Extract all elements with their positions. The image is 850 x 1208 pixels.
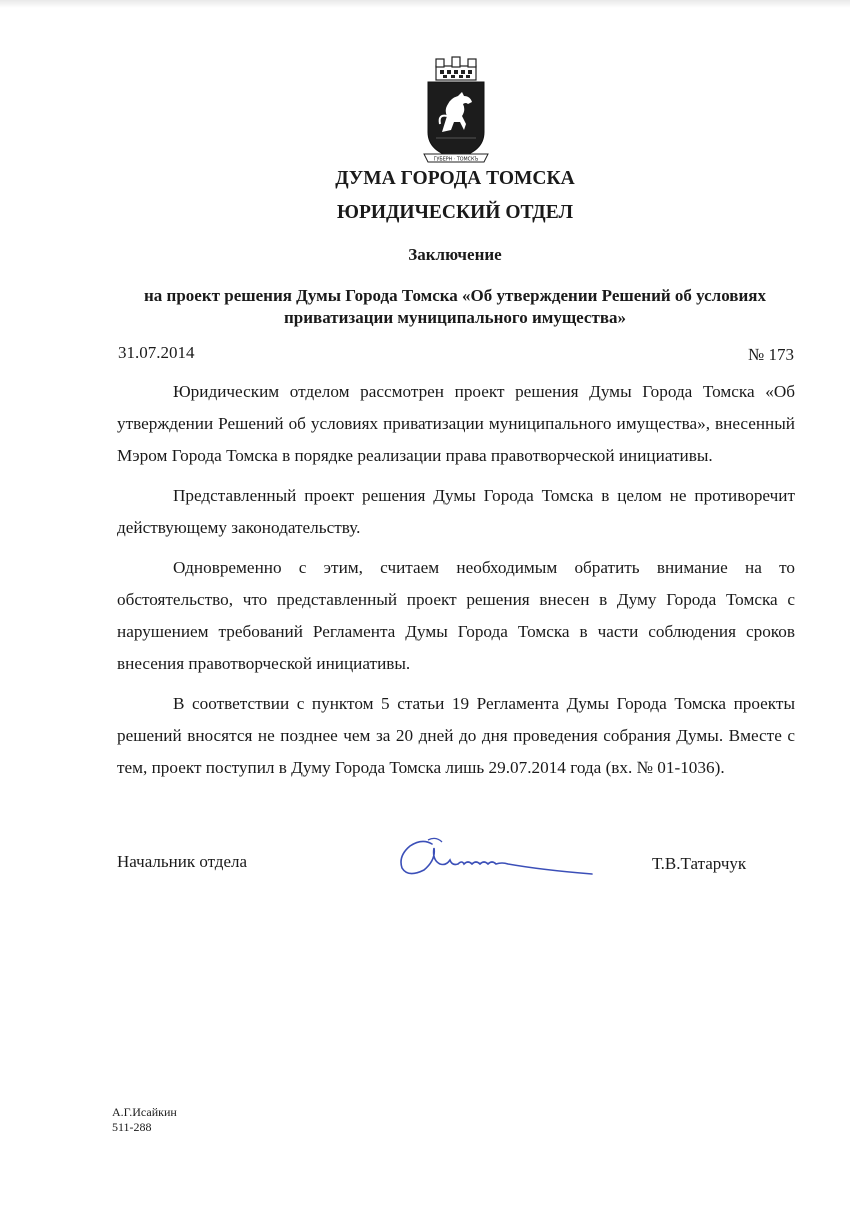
body-paragraph: Юридическим отделом рассмотрен проект решения Думы Города Томска «Об утверждении Решений об условиях приватизации муниципального имущества», внесенный Мэром Города Томска в порядке реализации права правотворческой инициативы. (117, 382, 795, 465)
body-paragraph: Одновременно с этим, считаем необходимым обратить внимание на то обстоятельство, что представленный проект решения внесен в Думу Города Томска с нарушением требований Регламента Думы Города Томска в части соблюдения сроков внесения правотворческой инициативы. (117, 558, 795, 673)
tomsk-coat-of-arms-icon (420, 52, 492, 166)
department-name: ЮРИДИЧЕСКИЙ ОТДЕЛ (336, 202, 573, 223)
body-paragraph: Представленный проект решения Думы Города Томска в целом не противоречит действующему законодательству. (117, 486, 795, 537)
executor-phone: 511-288 (112, 1120, 152, 1134)
document-date: 31.07.2014 (118, 343, 195, 362)
signer-name: Т.В.Татарчук (652, 854, 747, 873)
signer-title: Начальник отдела (117, 852, 248, 871)
document-body (117, 376, 795, 792)
organization-name: ДУМА ГОРОДА ТОМСКА (335, 168, 575, 189)
document-kind: Заключение (408, 245, 502, 264)
document-subject: на проект решения Думы Города Томска «Об утверждении Решений об условиях приватизации муниципального имущества» (144, 286, 766, 327)
executor-name: А.Г.Исайкин (112, 1105, 177, 1119)
scan-edge (0, 0, 850, 8)
svg-text:ГУБЕРН · ТОМСКЪ: ГУБЕРН · ТОМСКЪ (433, 157, 479, 163)
body-paragraph: В соответствии с пунктом 5 статьи 19 Регламента Думы Города Томска проекты решений вносятся не позднее чем за 20 дней до дня проведения собрания Думы. Вместе с тем, проект поступил в Думу Города Томска лишь 29.07.2014 года (вх. № 01-1036). (117, 694, 795, 777)
handwritten-signature-icon (392, 830, 602, 882)
document-number: № 173 (748, 345, 794, 364)
executor-info (112, 1105, 177, 1135)
